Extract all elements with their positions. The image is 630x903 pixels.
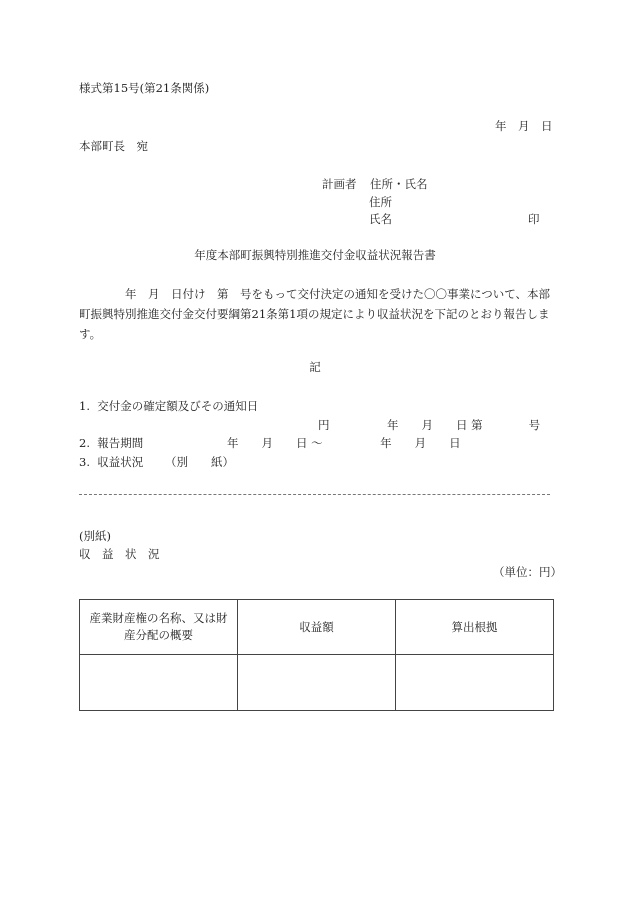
table-cell-basis[interactable] [396, 655, 554, 711]
seal-mark: 印 [528, 212, 540, 226]
applicant-label: 計画者 [322, 177, 357, 191]
item1-values: 円 年 月 日 第 号 [318, 418, 541, 432]
ki-heading: 記 [309, 360, 321, 374]
cut-line-divider [79, 494, 550, 495]
table-header-rights-name: 産業財産権の名称、又は財産分配の概要 [80, 600, 238, 655]
address-label: 住所 [369, 195, 392, 209]
attachment-label: (別紙) [79, 529, 111, 543]
revenue-table [79, 599, 554, 711]
form-number: 様式第15号(第21条関係) [79, 81, 210, 95]
table-header-basis: 算出根拠 [396, 600, 554, 655]
table-header-revenue: 収益額 [238, 600, 396, 655]
name-label: 氏名 [369, 212, 392, 226]
attachment-heading: 収 益 状 況 [79, 547, 160, 561]
table-cell-rights-name[interactable] [80, 655, 238, 711]
body-text: 年 月 日付け 第 号をもって交付決定の通知を受けた〇〇事業について、本部町振興特別推進交付金交付要綱第21条第1項の規定により収益状況を下記のとおり報告します。 [79, 287, 551, 341]
date-line: 年 月 日 [495, 119, 553, 133]
item3-values: （別 紙） [165, 455, 234, 469]
item1-label: 1. 交付金の確定額及びその通知日 [79, 399, 259, 413]
item2-label: 2. 報告期間 [79, 436, 144, 450]
item2-values: 年 月 日 ～ 年 月 日 [227, 436, 461, 450]
applicant-address-name-label: 住所・氏名 [370, 177, 428, 191]
unit-note: （単位：円） [493, 565, 562, 579]
addressee: 本部町長 宛 [79, 139, 148, 153]
item3-label: 3. 収益状況 [79, 455, 144, 469]
report-title: 年度本部町振興特別推進交付金収益状況報告書 [194, 248, 436, 262]
table-cell-revenue[interactable] [238, 655, 396, 711]
table-header-row [80, 600, 554, 655]
table-row [80, 655, 554, 711]
